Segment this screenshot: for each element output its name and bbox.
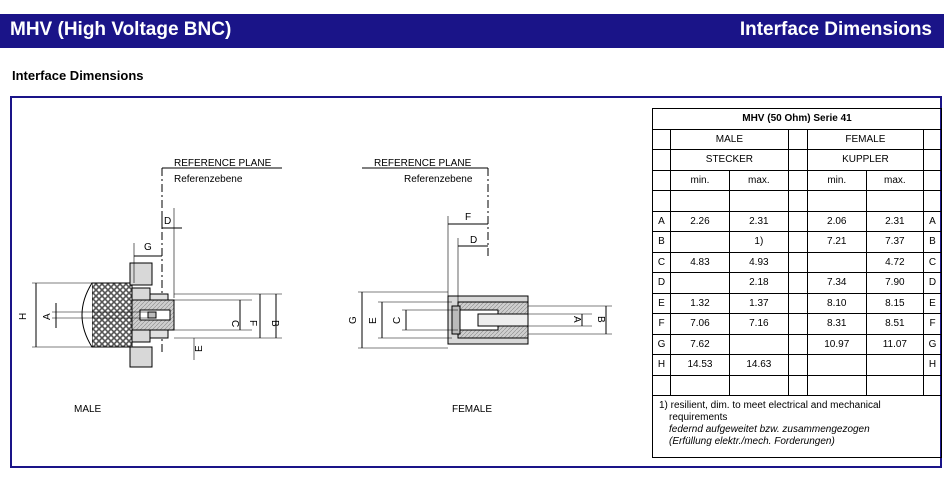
dim-label-a: A	[42, 313, 53, 320]
table-row: H 14.53 14.63 H	[653, 355, 942, 376]
dim-label-f: F	[247, 320, 258, 327]
dim-label-g: G	[144, 242, 152, 253]
interface-drawing	[12, 98, 652, 468]
male-header-de: STECKER	[671, 150, 789, 171]
female-dim-label-c: C	[392, 316, 403, 324]
dim-label-h: H	[18, 312, 29, 320]
female-dim-label-e: E	[368, 317, 379, 324]
page-title: MHV (High Voltage BNC)	[10, 19, 232, 40]
dim-label-d: D	[164, 216, 172, 227]
female-dim-label-b: B	[595, 316, 606, 323]
female-dim-label-a: A	[571, 316, 582, 323]
female-label: FEMALE	[452, 404, 493, 415]
table-title: MHV (50 Ohm) Serie 41	[653, 109, 942, 130]
female-dim-label-g: G	[348, 316, 359, 324]
male-reference-plane-label-de: Referenzebene	[174, 174, 243, 185]
footnote-line-de: federnd aufgeweitet bzw. zusammengezogen	[669, 424, 870, 435]
table-row: D 2.18 7.34 7.90 D	[653, 273, 942, 294]
dim-label-c: C	[229, 320, 240, 328]
content-frame	[10, 96, 942, 468]
table-row: F 7.06 7.16 8.31 8.51 F	[653, 314, 942, 335]
table-row: A 2.26 2.31 2.06 2.31 A	[653, 211, 942, 232]
male-max-header: max.	[729, 170, 788, 191]
footnote-line-de: (Erfüllung elektr./mech. Forderungen)	[669, 436, 835, 447]
dimension-table-block	[652, 108, 942, 458]
male-header: MALE	[671, 129, 789, 150]
title-banner	[0, 14, 944, 48]
footnote	[652, 396, 942, 458]
female-max-header: max.	[866, 170, 923, 191]
table-row: B 1) 7.21 7.37 B	[653, 232, 942, 253]
female-dim-label-f: F	[465, 212, 472, 223]
female-reference-plane-label: REFERENCE PLANE	[374, 158, 472, 169]
section-title: Interface Dimensions	[739, 19, 932, 40]
female-reference-plane-label-de: Referenzebene	[404, 174, 473, 185]
table-row: G 7.62 10.97 11.07 G	[653, 334, 942, 355]
male-connector	[32, 168, 282, 367]
female-header-de: KUPPLER	[807, 150, 923, 171]
dim-label-e: E	[194, 345, 205, 352]
female-dim-label-d: D	[470, 235, 478, 246]
table-row: E 1.32 1.37 8.10 8.15 E	[653, 293, 942, 314]
dimension-table	[652, 108, 942, 396]
section-heading: Interface Dimensions	[12, 68, 144, 83]
footnote-line: 1) resilient, dim. to meet electrical and mechanical	[659, 400, 881, 411]
female-min-header: min.	[807, 170, 866, 191]
male-min-header: min.	[671, 170, 730, 191]
female-header: FEMALE	[807, 129, 923, 150]
table-row: C 4.83 4.93 4.72 C	[653, 252, 942, 273]
male-reference-plane-label: REFERENCE PLANE	[174, 158, 272, 169]
footnote-line: requirements	[669, 412, 728, 423]
dim-label-b: B	[269, 320, 280, 327]
male-label: MALE	[74, 404, 102, 415]
